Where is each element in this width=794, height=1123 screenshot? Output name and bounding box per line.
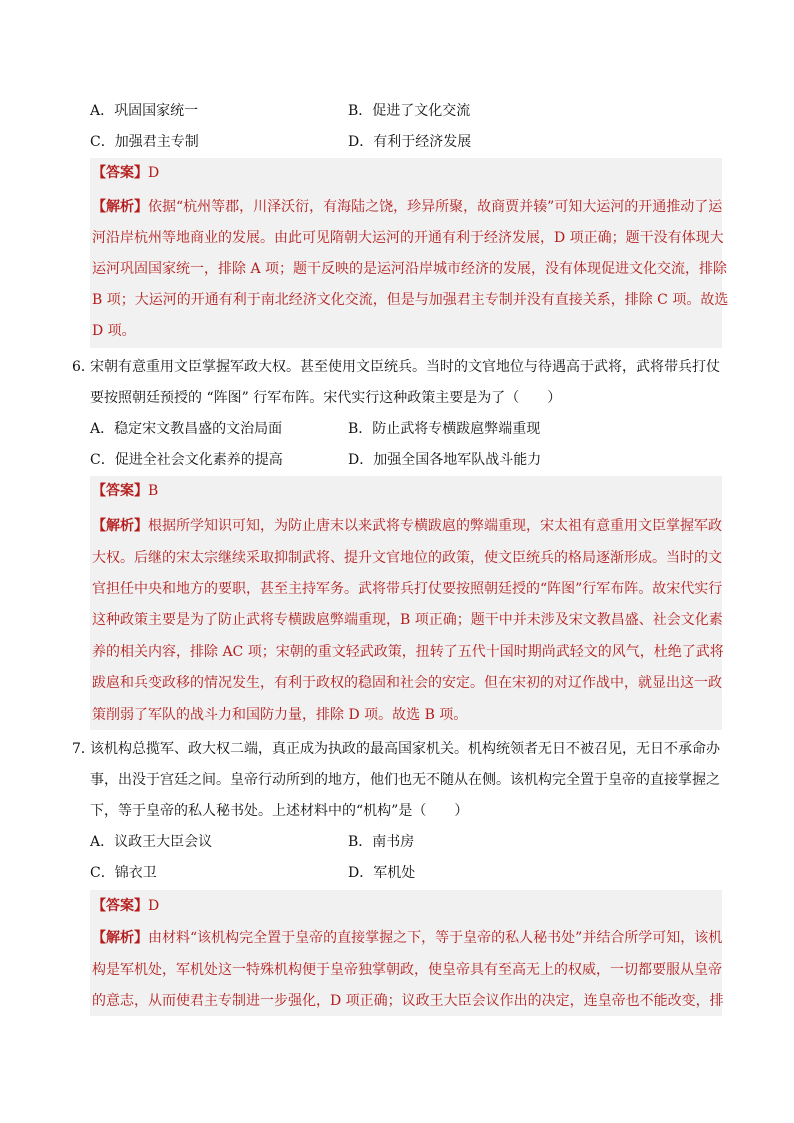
q7-option-d: D．军机处 xyxy=(348,865,416,881)
q5-analysis-line-2: 河沿岸杭州等地商业的发展。由此可见隋朝大运河的开通有利于经济发展，D 项正确；题干没有体现大 xyxy=(92,230,724,246)
analysis-tag: 【解析】 xyxy=(92,930,148,946)
q7-analysis-line-1: 【解析】由材料“该机构完全置于皇帝的直接掌握之下，等于皇帝的私人秘书处”并结合所学可知，该机 xyxy=(92,930,723,946)
answer-tag: 【答案】 xyxy=(92,898,148,914)
q5-options-row-1 xyxy=(90,100,730,122)
q7-option-a: A．议政王大臣会议 xyxy=(90,834,213,850)
q6-option-c: C．促进全社会文化素养的提高 xyxy=(90,452,283,468)
q5-option-c: C．加强君主专制 xyxy=(90,134,199,150)
q5-analysis-line-5: D 项。 xyxy=(92,323,136,339)
q7-answer-box xyxy=(90,890,722,1016)
answer-tag: 【答案】 xyxy=(92,483,148,499)
q6-analysis-line-5: 养的相关内容，排除 AC 项；宋朝的重文轻武政策，扭转了五代十国时期尚武轻文的风气，杜绝了武将 xyxy=(92,644,724,660)
analysis-tag: 【解析】 xyxy=(92,518,148,534)
q6-analysis-line-3: 官担任中央和地方的要职，甚至主持军务。武将带兵打仗要按照朝廷授的“阵图”行军布阵。故宋代实行 xyxy=(92,581,723,597)
q7-analysis-line-2: 构是军机处，军机处这一特殊机构便于皇帝独掌朝政，使皇帝具有至高无上的权威，一切都要服从皇帝 xyxy=(92,962,722,978)
answer-value: D xyxy=(148,165,160,181)
answer-value: B xyxy=(148,483,159,499)
q7-number: 7． xyxy=(72,741,95,757)
q6-analysis-line-1: 【解析】根据所学知识可知，为防止唐末以来武将专横跋扈的弊端重现，宋太祖有意重用文臣掌握军政 xyxy=(92,518,722,534)
q7-options-row-2 xyxy=(90,862,730,884)
q5-option-a: A．巩固国家统一 xyxy=(90,103,199,119)
q7-stem-line-3: 下，等于皇帝的私人秘书处。上述材料中的“机构”是（ ） xyxy=(90,803,469,819)
q6-options-row-1 xyxy=(90,418,730,440)
q5-analysis-line-1: 【解析】依据“杭州等郡，川泽沃衍，有海陆之饶，珍异所聚，故商贾并辏”可知大运河的开通推动了运 xyxy=(92,199,723,215)
q6-option-b: B．防止武将专横跋扈弊端重现 xyxy=(348,421,541,437)
q6-stem-line-1: 宋朝有意重用文臣掌握军政大权。甚至使用文臣统兵。当时的文官地位与待遇高于武将，武将带兵打仗 xyxy=(90,359,720,375)
q5-option-d: D．有利于经济发展 xyxy=(348,134,472,150)
q5-answer xyxy=(92,162,159,184)
q6-analysis-line-2: 大权。后继的宋太宗继续采取抑制武将、提升文官地位的政策，使文臣统兵的格局逐渐形成。当时的文 xyxy=(92,550,722,566)
q7-stem-line-2: 事，出没于宫廷之间。皇帝行动所到的地方，他们也无不随从在侧。该机构完全置于皇帝的直接掌握之 xyxy=(90,772,720,788)
q5-analysis-line-3: 运河巩固国家统一，排除 A 项；题干反映的是运河沿岸城市经济的发展，没有体现促进文化交流，排除 xyxy=(92,261,728,277)
q6-answer xyxy=(92,480,158,502)
q6-stem-line-2: 要按照朝廷预授的 “阵图” 行军布阵。宋代实行这种政策主要是为了（ ） xyxy=(90,390,562,406)
q6-options-row-2 xyxy=(90,449,730,471)
answer-value: D xyxy=(148,898,160,914)
q6-number: 6． xyxy=(72,359,95,375)
analysis-tag: 【解析】 xyxy=(92,199,148,215)
q7-analysis-line-3: 的意志，从而使君主专制进一步强化，D 项正确；议政王大臣会议作出的决定，连皇帝也不能改变，排 xyxy=(92,993,724,1009)
q6-analysis-line-6: 跋扈和兵变政移的情况发生，有利于政权的稳固和社会的安定。但在宋初的对辽作战中，就显出这一政 xyxy=(92,675,722,691)
q5-answer-box xyxy=(90,158,729,348)
q6-answer-box xyxy=(90,476,722,730)
q7-answer xyxy=(92,895,159,917)
q7-options-row-1 xyxy=(90,831,730,853)
q7-option-c: C．锦衣卫 xyxy=(90,865,157,881)
q5-options-row-2 xyxy=(90,131,730,153)
q6-analysis-line-7: 策削弱了军队的战斗力和国防力量，排除 D 项。故选 B 项。 xyxy=(92,707,468,723)
q6-analysis-line-4: 这种政策主要是为了防止武将专横跋扈弊端重现，B 项正确；题干中并未涉及宋文教昌盛、社会文化素 xyxy=(92,612,723,628)
q7-option-b: B．南书房 xyxy=(348,834,415,850)
q5-analysis-line-4: B 项；大运河的开通有利于南北经济文化交流，但是与加强君主专制并没有直接关系，排除 C 项。故选 xyxy=(92,292,729,308)
q6-option-d: D．加强全国各地军队战斗能力 xyxy=(348,452,542,468)
q6-option-a: A．稳定宋文教昌盛的文治局面 xyxy=(90,421,283,437)
q7-stem-line-1: 该机构总揽军、政大权二端，真正成为执政的最高国家机关。机构统领者无日不被召见，无日不承命办 xyxy=(90,741,720,757)
q5-option-b: B．促进了文化交流 xyxy=(348,103,471,119)
answer-tag: 【答案】 xyxy=(92,165,148,181)
